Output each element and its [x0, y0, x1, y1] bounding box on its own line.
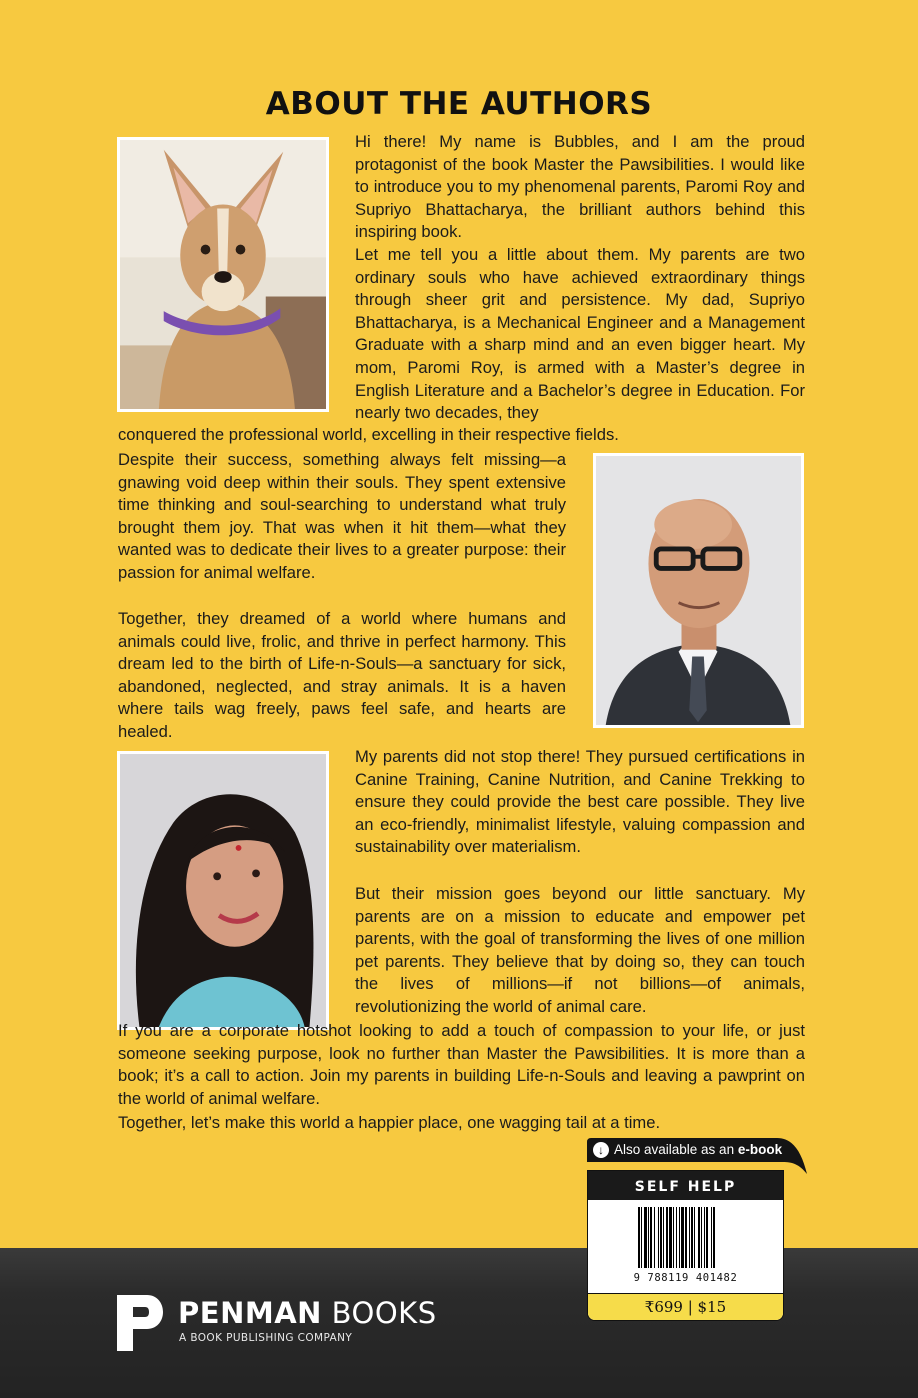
- ebook-note: Also available as an e-book: [614, 1142, 783, 1157]
- missing-paragraph: Despite their success, something always felt missing—a gnawing void deep within their souls. They spent extensive time thinking and soul-searching to understand what truly brought them joy. That was when it hit them—what they wanted was to dedicate their lives to a greater purpose: their passion for animal welfare.: [118, 450, 566, 582]
- dog-photo: [117, 137, 329, 412]
- female-author-photo: [117, 751, 329, 1030]
- call-to-action-paragraph: If you are a corporate hotshot looking to add a touch of compassion to your life, or just someone seeking purpose, look no further than Master the Pawsibilities. It is more than a book; it’s a call to action. Join my parents in building Life-n-Souls and leaving a pawprint on the world of animal welfare.: [118, 1021, 805, 1108]
- price-label: ₹699 | $15: [588, 1293, 783, 1321]
- isbn-number: 9 788119 401482: [633, 1272, 738, 1284]
- dream-paragraph: Together, they dreamed of a world where humans and animals could live, frolic, and thrive in perfect harmony. This dream led to the birth of Life-n-Souls—a sanctuary for sick, abandoned, neglected, and stray animals. It is a haven where tails wag freely, paws feel safe, and hearts are healed.: [118, 609, 566, 741]
- penman-logo-icon: [117, 1295, 163, 1351]
- male-author-photo: [593, 453, 804, 728]
- barcode-box: [587, 1170, 784, 1321]
- parents-paragraph-end: conquered the professional world, excelling in their respective fields.: [118, 425, 619, 444]
- certifications-paragraph: My parents did not stop there! They pursued certifications in Canine Training, Canine Nutrition, and Canine Trekking to ensure they could provide the best care possible. They live an eco-friendly, minimalist lifestyle, valuing compassion and sustainability over materialism.: [355, 747, 805, 857]
- barcode: [638, 1207, 733, 1268]
- genre-label: SELF HELP: [588, 1171, 783, 1200]
- page-title: ABOUT THE AUTHORS: [265, 86, 653, 122]
- publisher-tagline: A BOOK PUBLISHING COMPANY: [179, 1332, 353, 1344]
- closing-line: Together, let’s make this world a happier place, one wagging tail at a time.: [118, 1113, 661, 1132]
- parents-paragraph: Let me tell you a little about them. My parents are two ordinary souls who have achieved extraordinary things through sheer grit and persistence. My dad, Supriyo Bhattacharya, is a Mechanical Engineer and a Management Graduate with a sharp mind and an even bigger heart. My mom, Paromi Roy, is armed with a Master’s degree in English Literature and a Bachelor’s degree in Education. For nearly two decades, they: [355, 245, 805, 423]
- intro-paragraph: Hi there! My name is Bubbles, and I am the proud protagonist of the book Master the Pawsibilities. I would like to introduce you to my phenomenal parents, Paromi Roy and Supriyo Bhattacharya, the brilliant authors behind this inspiring book.: [355, 132, 805, 242]
- mission-paragraph: But their mission goes beyond our little sanctuary. My parents are on a mission to educate and empower pet parents, with the goal of transforming the lives of one million pet parents. They believe that by doing so, they can touch the lives of millions—if not billions—of animals, revolutionizing the world of animal care.: [355, 884, 805, 1016]
- publisher-name: PENMAN BOOKS: [178, 1296, 437, 1330]
- download-icon: ↓: [593, 1142, 609, 1158]
